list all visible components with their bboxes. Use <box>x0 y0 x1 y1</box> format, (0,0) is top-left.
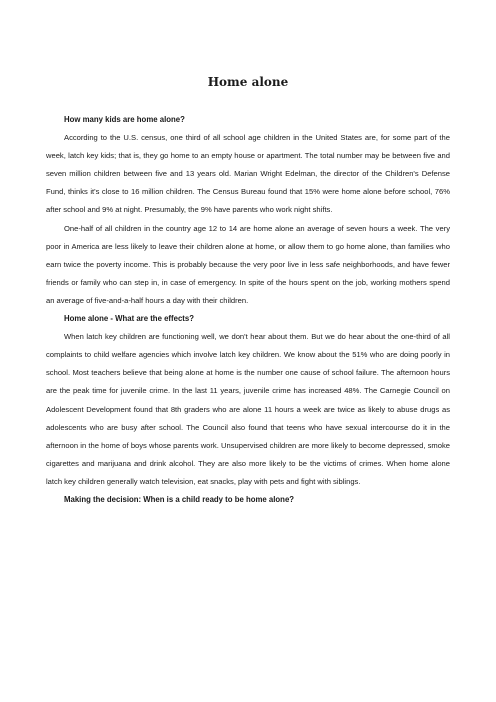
paragraph-census: According to the U.S. census, one third of all school age children in the United States are, for some part of the week, latch key kids; that is, they go home to an empty house or apartment. The total number may be between five and seven million children between five and 13 years old. Marian Wright Edelman, the director of the Children's Defense Fund, thinks it's close to 16 million children. The Census Bureau found that 15% were home alone before school, 76% after school and 9% at night. Presumably, the 9% have parents who work night shifts. <box>46 133 450 215</box>
section-heading-decision: Making the decision: When is a child ready to be home alone? <box>64 494 295 504</box>
section-heading-how-many: How many kids are home alone? <box>64 115 185 124</box>
paragraph-age-12-14: One-half of all children in the country age 12 to 14 are home alone an average of seven hours a week. The very poor in America are less likely to leave their children alone at home, or allow them to go home alone, than families who earn twice the poverty income. This is probably because the very poor live in less safe neighborhoods, and have fewer friends or family who can step in, in case of emergency. In spite of the hours spent on the job, working mothers spend an average of five-and-a-half hours a day with their children. <box>46 223 450 305</box>
document-title: Home alone <box>207 75 289 89</box>
paragraph-effects: When latch key children are functioning well, we don't hear about them. But we do hear about the one-third of all complaints to child welfare agencies which involve latch key children. We know about the 51% who are doing poorly in school. Most teachers believe that being alone at home is the number one cause of school failure. The afternoon hours are the peak time for juvenile crime. In the last 11 years, juvenile crime has increased 48%. The Carnegie Council on Adolescent Development found that 8th graders who are alone 11 hours a week are twice as likely to abuse drugs as adolescents who are busy after school. The Council also found that teens who have sexual intercourse do it in the afternoon in the home of boys whose parents work. Unsupervised children are more likely to become depressed, smoke cigarettes and marijuana and drink alcohol. They are also more likely to be the victims of crimes. When home alone latch key children generally watch television, eat snacks, play with pets and fight with siblings. <box>46 332 450 486</box>
document-body <box>46 111 450 509</box>
section-heading-effects: Home alone - What are the effects? <box>64 314 194 324</box>
